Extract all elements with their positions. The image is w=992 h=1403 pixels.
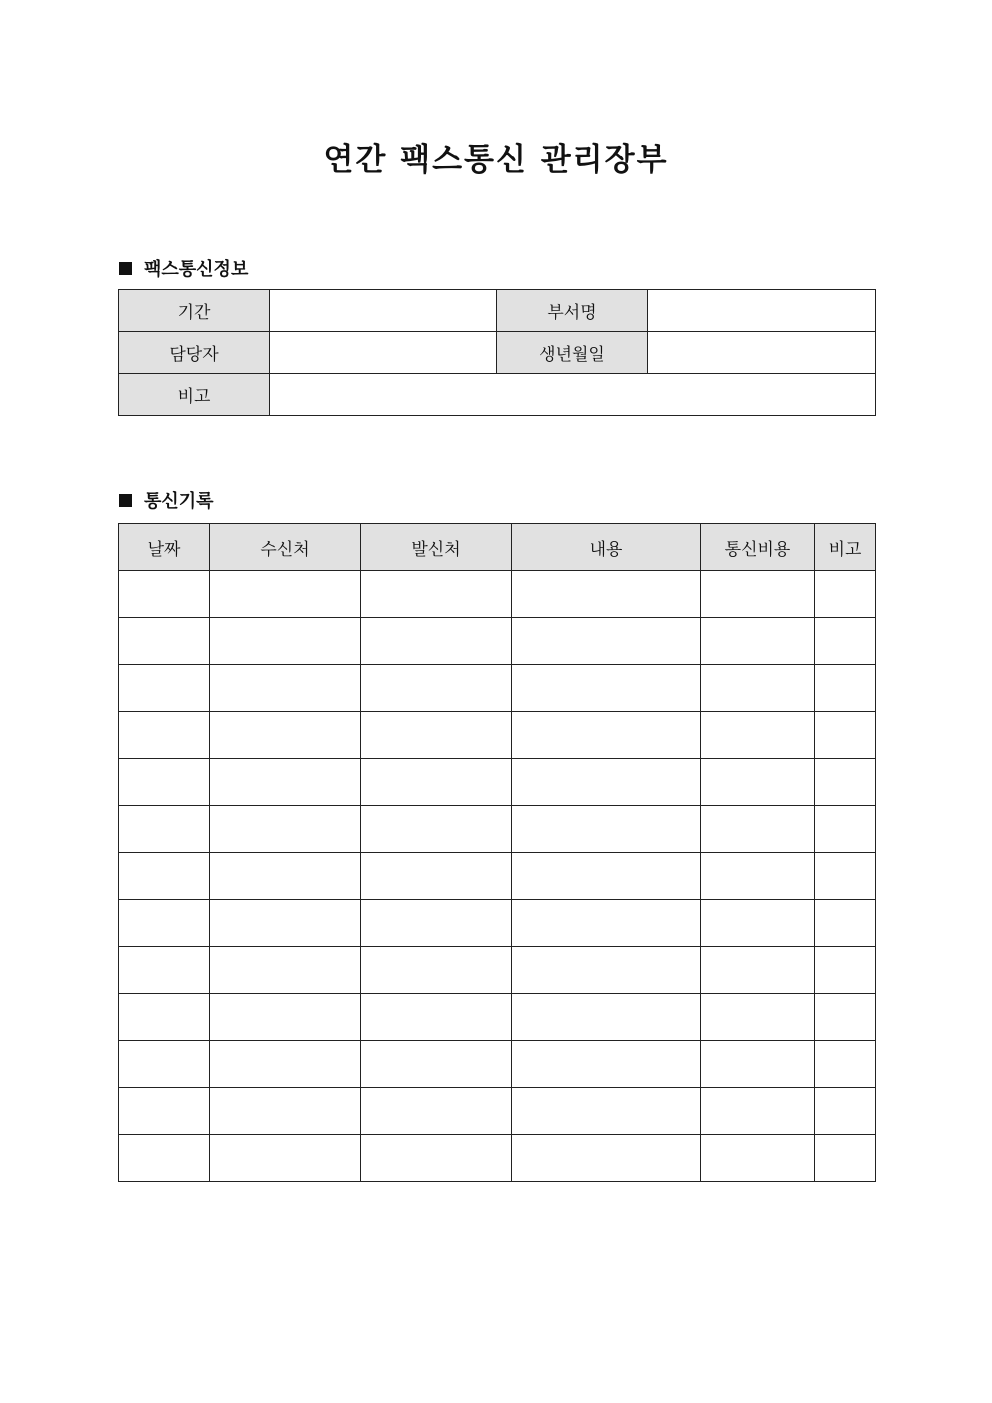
table-row [119, 900, 876, 947]
date-cell[interactable] [119, 1088, 210, 1135]
table-row [119, 665, 876, 712]
sender-cell[interactable] [361, 947, 512, 994]
content-cell[interactable] [512, 947, 701, 994]
communication-log-table [118, 523, 876, 1182]
period-field[interactable] [270, 290, 497, 332]
sender-cell[interactable] [361, 1088, 512, 1135]
cost-cell[interactable] [701, 759, 815, 806]
cost-cell[interactable] [701, 1088, 815, 1135]
recipient-cell[interactable] [210, 618, 361, 665]
log-section-heading [119, 487, 214, 513]
cost-cell[interactable] [701, 712, 815, 759]
sender-cell[interactable] [361, 900, 512, 947]
department-field[interactable] [648, 290, 876, 332]
remarks-cell[interactable] [815, 900, 876, 947]
sender-cell[interactable] [361, 618, 512, 665]
column-header-date: 날짜 [119, 524, 210, 571]
remarks-cell[interactable] [815, 994, 876, 1041]
table-row [119, 759, 876, 806]
recipient-cell[interactable] [210, 1135, 361, 1182]
column-header-remarks: 비고 [815, 524, 876, 571]
recipient-cell[interactable] [210, 994, 361, 1041]
table-row [119, 571, 876, 618]
table-row [119, 1135, 876, 1182]
sender-cell[interactable] [361, 1135, 512, 1182]
sender-cell[interactable] [361, 994, 512, 1041]
remarks-field[interactable] [270, 374, 876, 416]
manager-label: 담당자 [119, 332, 270, 374]
date-cell[interactable] [119, 759, 210, 806]
info-section-heading-text: 팩스통신정보 [144, 259, 249, 280]
recipient-cell[interactable] [210, 571, 361, 618]
cost-cell[interactable] [701, 853, 815, 900]
table-row [119, 712, 876, 759]
content-cell[interactable] [512, 571, 701, 618]
date-cell[interactable] [119, 665, 210, 712]
table-row [119, 947, 876, 994]
cost-cell[interactable] [701, 1041, 815, 1088]
table-row [119, 806, 876, 853]
column-header-recipient: 수신처 [210, 524, 361, 571]
recipient-cell[interactable] [210, 853, 361, 900]
log-table-body [119, 571, 876, 1182]
recipient-cell[interactable] [210, 900, 361, 947]
date-cell[interactable] [119, 1135, 210, 1182]
column-header-cost: 통신비용 [701, 524, 815, 571]
manager-field[interactable] [270, 332, 497, 374]
column-header-sender: 발신처 [361, 524, 512, 571]
cost-cell[interactable] [701, 571, 815, 618]
document-title: 연간 팩스통신 관리장부 [323, 142, 669, 178]
table-row [119, 853, 876, 900]
cost-cell[interactable] [701, 618, 815, 665]
content-cell[interactable] [512, 618, 701, 665]
info-section-heading [119, 255, 248, 281]
content-cell[interactable] [512, 1088, 701, 1135]
birthdate-field[interactable] [648, 332, 876, 374]
cost-cell[interactable] [701, 1135, 815, 1182]
log-section-heading-text: 통신기록 [144, 491, 214, 512]
content-cell[interactable] [512, 712, 701, 759]
date-cell[interactable] [119, 994, 210, 1041]
content-cell[interactable] [512, 1135, 701, 1182]
content-cell[interactable] [512, 994, 701, 1041]
sender-cell[interactable] [361, 1041, 512, 1088]
remarks-cell[interactable] [815, 618, 876, 665]
period-label: 기간 [119, 290, 270, 332]
recipient-cell[interactable] [210, 1041, 361, 1088]
date-cell[interactable] [119, 947, 210, 994]
table-row [119, 1041, 876, 1088]
table-row [119, 994, 876, 1041]
remarks-cell[interactable] [815, 1135, 876, 1182]
recipient-cell[interactable] [210, 759, 361, 806]
cost-cell[interactable] [701, 947, 815, 994]
remarks-cell[interactable] [815, 665, 876, 712]
date-cell[interactable] [119, 1041, 210, 1088]
content-cell[interactable] [512, 900, 701, 947]
cost-cell[interactable] [701, 900, 815, 947]
date-cell[interactable] [119, 571, 210, 618]
remarks-cell[interactable] [815, 571, 876, 618]
remarks-cell[interactable] [815, 947, 876, 994]
square-bullet-icon [119, 262, 132, 275]
department-label: 부서명 [497, 290, 648, 332]
recipient-cell[interactable] [210, 806, 361, 853]
date-cell[interactable] [119, 853, 210, 900]
recipient-cell[interactable] [210, 947, 361, 994]
content-cell[interactable] [512, 1041, 701, 1088]
sender-cell[interactable] [361, 571, 512, 618]
content-cell[interactable] [512, 665, 701, 712]
table-row [119, 1088, 876, 1135]
content-cell[interactable] [512, 759, 701, 806]
sender-cell[interactable] [361, 806, 512, 853]
content-cell[interactable] [512, 806, 701, 853]
content-cell[interactable] [512, 853, 701, 900]
remarks-cell[interactable] [815, 806, 876, 853]
remarks-cell[interactable] [815, 1088, 876, 1135]
cost-cell[interactable] [701, 994, 815, 1041]
table-row [119, 618, 876, 665]
fax-info-table [118, 289, 876, 416]
date-cell[interactable] [119, 712, 210, 759]
recipient-cell[interactable] [210, 712, 361, 759]
remarks-cell[interactable] [815, 1041, 876, 1088]
square-bullet-icon [119, 494, 132, 507]
log-header-row [119, 524, 876, 571]
cost-cell[interactable] [701, 806, 815, 853]
recipient-cell[interactable] [210, 1088, 361, 1135]
recipient-cell[interactable] [210, 665, 361, 712]
remarks-cell[interactable] [815, 853, 876, 900]
date-cell[interactable] [119, 806, 210, 853]
sender-cell[interactable] [361, 665, 512, 712]
sender-cell[interactable] [361, 712, 512, 759]
cost-cell[interactable] [701, 665, 815, 712]
date-cell[interactable] [119, 900, 210, 947]
sender-cell[interactable] [361, 853, 512, 900]
date-cell[interactable] [119, 618, 210, 665]
remarks-label: 비고 [119, 374, 270, 416]
remarks-cell[interactable] [815, 759, 876, 806]
sender-cell[interactable] [361, 759, 512, 806]
remarks-cell[interactable] [815, 712, 876, 759]
birthdate-label: 생년월일 [497, 332, 648, 374]
column-header-content: 내용 [512, 524, 701, 571]
